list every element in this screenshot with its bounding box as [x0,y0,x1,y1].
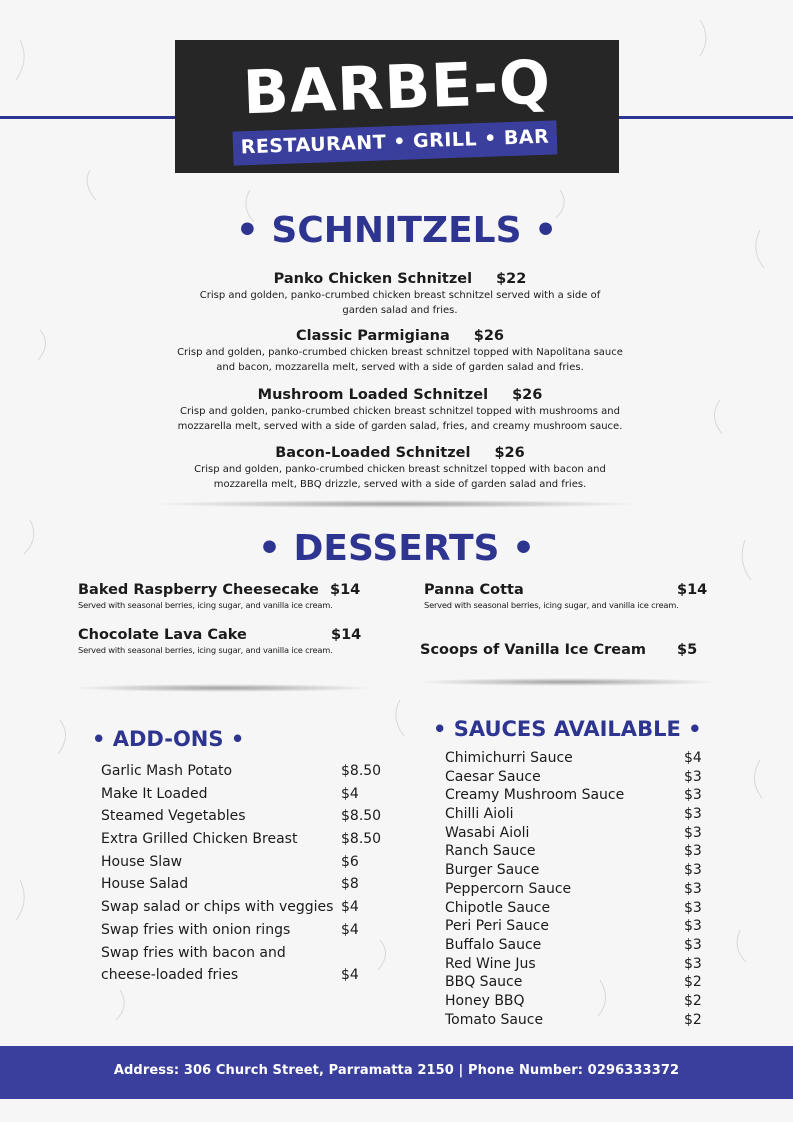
sauce-row: Wasabi Aioli $3 [445,824,702,841]
sauce-row: Burger Sauce $3 [445,862,702,879]
item-description: Crisp and golden, panko-crumbed chicken breast schnitzel topped with bacon and mozzarella melt, BBQ drizzle, served with a side of garden salad and fries. [194,464,606,490]
sauce-row: Caesar Sauce $3 [445,768,702,785]
addon-row: Extra Grilled Chicken Breast $8.50 [101,831,382,848]
item-description: Crisp and golden, panko-crumbed chicken breast schnitzel topped with Napolitana sauce and bacon, mozzarella melt, served with a side of garden salad and fries. [177,347,623,373]
sauces-list [445,749,710,1029]
addon-row: cheese-loaded fries $4 [101,967,359,984]
addon-row: Garlic Mash Potato $8.50 [101,763,382,779]
sauce-row: Chilli Aioli $3 [445,806,702,823]
item-price: $26 [494,445,525,461]
item-name: Panna Cotta [424,582,524,598]
item-price: $5 [677,642,698,658]
item-description: Served with seasonal berries, icing sugar, and vanilla ice cream. [78,645,333,655]
item-price: $26 [512,387,543,403]
item-price: $26 [473,328,505,344]
sauce-row: Creamy Mushroom Sauce $3 [445,787,702,804]
dessert-item [78,627,362,655]
addon-row: House Slaw $6 [101,853,359,870]
sauce-row: Chipotle Sauce $3 [445,899,702,916]
item-description: Crisp and golden, panko-crumbed chicken breast schnitzel served with a side of garden salad and fries. [199,290,601,316]
sauce-row: Tomato Sauce $2 [445,1011,702,1028]
addon-row: House Salad $8 [101,876,359,893]
dessert-item [78,582,361,610]
footer-band [0,1046,793,1099]
dessert-item [420,642,698,658]
menu-item [150,442,650,492]
sauces-title: • SAUCES AVAILABLE • [433,717,702,741]
dessert-item [424,582,708,610]
item-name: Baked Raspberry Cheesecake [78,582,319,598]
item-name: Classic Parmigiana [295,328,450,344]
item-description: Served with seasonal berries, icing sugar, and vanilla ice cream. [424,600,679,610]
desserts-title: • DESSERTS • [258,528,535,569]
brand-tagline-band [233,120,558,165]
sauce-row: Peppercorn Sauce $3 [445,880,702,897]
section-divider [150,500,645,508]
addon-row: Steamed Vegetables $8.50 [101,808,382,825]
item-price: $14 [330,582,361,598]
addons-list [101,760,391,987]
brand-tagline: RESTAURANT • GRILL • BAR [240,125,550,159]
brand-logo [175,40,619,173]
menu-item [150,268,650,318]
brand-name: BARBE-Q [241,47,553,129]
sauce-row: BBQ Sauce $2 [445,974,702,991]
schnitzels-title: • SCHNITZELS • [235,210,558,251]
addon-row: Make It Loaded $4 [101,785,359,802]
addon-row: Swap salad or chips with veggies $4 [101,899,359,916]
item-name: Chocolate Lava Cake [78,627,247,643]
footer-contact: Address: 306 Church Street, Parramatta 2150 | Phone Number: 0296333372 [113,1063,680,1078]
item-name: Scoops of Vanilla Ice Cream [420,642,647,658]
menu-item [150,384,650,434]
sauce-row: Buffalo Sauce $3 [445,936,702,953]
item-name: Bacon-Loaded Schnitzel [275,445,471,461]
addon-row: Swap fries with bacon and [101,944,286,961]
sauce-row: Peri Peri Sauce $3 [445,918,702,935]
section-divider [70,684,375,692]
addon-row: Swap fries with onion rings $4 [101,921,359,938]
item-price: $14 [331,627,362,643]
item-price: $22 [496,271,527,287]
sauce-row: Honey BBQ $2 [445,992,702,1009]
item-name: Panko Chicken Schnitzel [273,271,473,287]
sauce-row: Ranch Sauce $3 [445,843,702,860]
menu-item [150,325,650,375]
section-divider [415,678,720,686]
sauce-row: Red Wine Jus $3 [445,955,702,972]
item-description: Served with seasonal berries, icing sugar, and vanilla ice cream. [78,600,333,610]
addons-title: • ADD-ONS • [92,727,245,751]
sauce-row: Chimichurri Sauce $4 [445,750,702,766]
item-description: Crisp and golden, panko-crumbed chicken breast schnitzel topped with mushrooms and mozzarella melt, served with a side of garden salad, fries, and creamy mushroom sauce. [177,406,623,432]
item-price: $14 [677,582,708,598]
item-name: Mushroom Loaded Schnitzel [257,387,489,403]
